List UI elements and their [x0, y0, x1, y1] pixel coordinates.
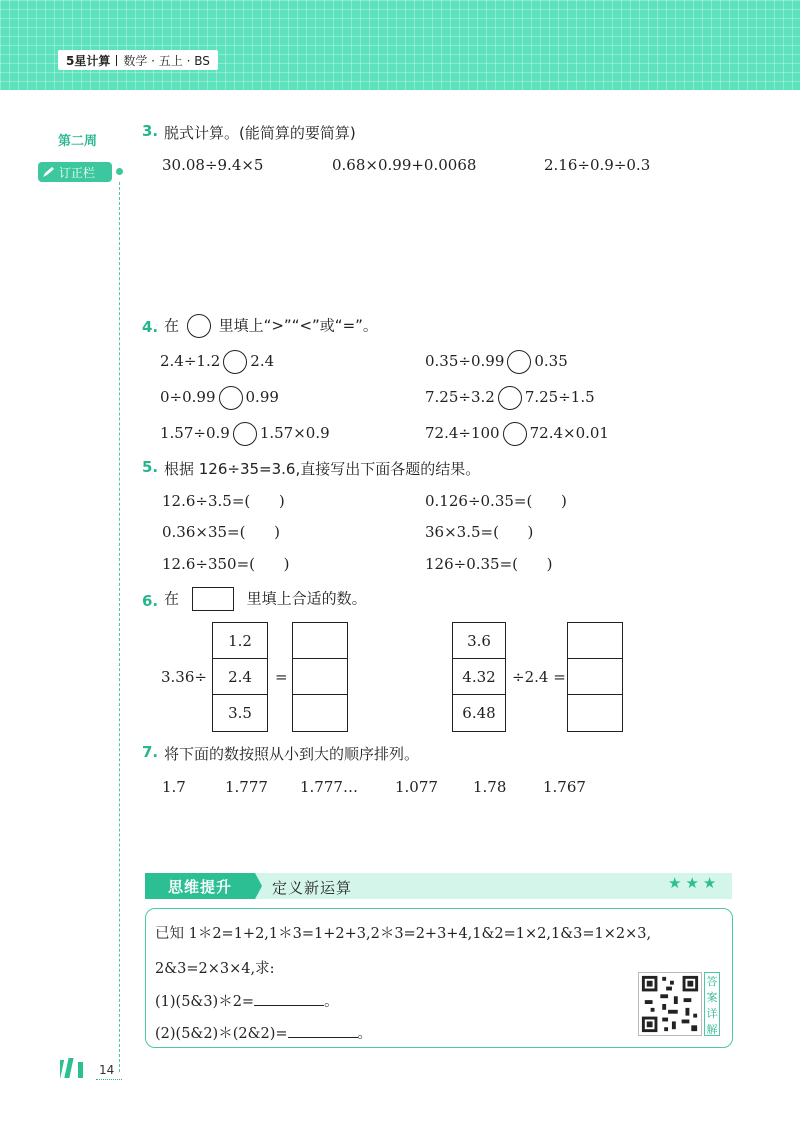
q5-item-2[interactable]: 0.126÷0.35=( ) — [425, 492, 567, 510]
expr-left: 72.4÷100 — [425, 424, 500, 442]
q6-right-dividends — [452, 622, 506, 732]
expr-left: 1.57÷0.9 — [160, 424, 230, 442]
q4-row1-left — [160, 350, 274, 374]
qr-side-char: 答 — [706, 975, 718, 988]
divisor-cell: 1.2 — [213, 623, 267, 659]
q5-title: 根据 126÷35=3.6,直接写出下面各题的结果。 — [164, 460, 481, 478]
dividend-cell: 6.48 — [462, 704, 496, 722]
q6-left-answers — [292, 622, 348, 732]
dividend-cell: 4.32 — [453, 659, 505, 695]
divisor-cell: 2.4 — [213, 659, 267, 695]
expr-left: 2.4÷1.2 — [160, 352, 221, 370]
q5-item-4[interactable]: 36×3.5=( ) — [425, 523, 534, 541]
page-header — [0, 0, 800, 90]
book-brand: 5星计算 — [66, 53, 111, 68]
thinking-question-1 — [155, 990, 339, 1011]
q4-title — [164, 314, 378, 338]
qr-side-char: 详 — [706, 1007, 718, 1020]
week-label: 第二周 — [58, 134, 98, 149]
q7-number: 7. — [142, 743, 159, 761]
qr-side-char: 解 — [706, 1023, 718, 1036]
answer-cell[interactable] — [568, 623, 622, 659]
q4-row3-right — [425, 422, 609, 446]
thinking-q1-end: 。 — [324, 994, 339, 1010]
answer-cell[interactable] — [568, 695, 622, 731]
thinking-label: 思维提升 — [145, 873, 255, 899]
q5-item-6[interactable]: 126÷0.35=( ) — [425, 555, 553, 573]
thinking-q1-text: (1)(5&3)＊2= — [155, 994, 255, 1010]
page-number-underline — [96, 1079, 122, 1080]
answer-circle[interactable] — [498, 386, 522, 410]
difficulty-stars: ★★★ — [668, 874, 721, 892]
expr-left: 0÷0.99 — [160, 388, 216, 406]
q7-number-2: 1.777 — [225, 778, 268, 796]
dividend-cell: 3.6 — [453, 623, 505, 659]
expr-right: 2.4 — [250, 352, 275, 370]
q6-right-suffix: ÷2.4 = — [512, 668, 566, 686]
pencil-icon — [42, 166, 56, 178]
thinking-topic: 定义新运算 — [272, 879, 353, 897]
q3-item-1: 30.08÷9.4×5 — [162, 156, 264, 174]
q4-row1-right — [425, 350, 568, 374]
margin-dot — [116, 168, 123, 175]
q3-title: 脱式计算。(能简算的要简算) — [164, 124, 356, 142]
q6-left-divisors — [212, 622, 268, 732]
answer-explanation-tag[interactable] — [704, 972, 720, 1036]
divisor-cell: 3.5 — [228, 704, 252, 722]
q5-item-5[interactable]: 12.6÷350=( ) — [162, 555, 290, 573]
answer-cell[interactable] — [293, 623, 347, 659]
q6-number: 6. — [142, 592, 159, 610]
q3-item-3: 2.16÷0.9÷0.3 — [544, 156, 651, 174]
answer-circle[interactable] — [233, 422, 257, 446]
answer-cell[interactable] — [293, 659, 347, 695]
q7-number-5: 1.78 — [473, 778, 507, 796]
q5-number: 5. — [142, 458, 159, 476]
answer-circle[interactable] — [503, 422, 527, 446]
q4-title-before: 在 — [164, 316, 180, 335]
answer-circle[interactable] — [219, 386, 243, 410]
thinking-line-2: 2&3=2×3×4,求: — [155, 961, 275, 977]
page-number: 14 — [99, 1063, 115, 1077]
q4-row2-right — [425, 386, 595, 410]
tag-separator — [116, 55, 117, 66]
q6-left-equals: = — [275, 668, 288, 686]
book-subtitle: 数学 · 五上 · BS — [123, 53, 210, 68]
answer-blank[interactable] — [288, 1024, 358, 1038]
expr-right: 1.57×0.9 — [259, 424, 330, 442]
expr-right: 7.25÷1.5 — [524, 388, 595, 406]
qr-code-icon[interactable] — [638, 972, 702, 1036]
qr-side-char: 案 — [706, 991, 718, 1004]
q7-number-1: 1.7 — [162, 778, 186, 796]
q5-item-3[interactable]: 0.36×35=( ) — [162, 523, 280, 541]
q6-left-prefix: 3.36÷ — [161, 668, 207, 686]
thinking-q2-end: 。 — [357, 1026, 373, 1042]
thinking-question-2 — [155, 1022, 372, 1043]
thinking-q2-text: (2)(5&2)＊(2&2)= — [155, 1026, 288, 1042]
expr-left: 7.25÷3.2 — [425, 388, 495, 406]
answer-blank[interactable] — [254, 992, 324, 1006]
q7-number-6: 1.767 — [543, 778, 586, 796]
q6-right-answers — [567, 622, 623, 732]
thinking-line-1: 已知 1＊2=1+2,1＊3=1+2+3,2＊3=2+3+4,1&2=1×2,1&3=1×2×3, — [155, 926, 652, 942]
expr-right: 72.4×0.01 — [529, 424, 609, 442]
correction-text: 订正栏 — [59, 165, 96, 180]
q4-row2-left — [160, 386, 279, 410]
q6-title-before: 在 — [164, 589, 180, 608]
q5-item-1[interactable]: 12.6÷3.5=( ) — [162, 492, 285, 510]
q6-title — [164, 587, 367, 611]
q4-number: 4. — [142, 318, 159, 336]
answer-circle[interactable] — [507, 350, 531, 374]
books-icon — [60, 1056, 94, 1078]
correction-column-label — [38, 162, 112, 182]
q7-title: 将下面的数按照从小到大的顺序排列。 — [164, 745, 420, 763]
q7-number-3: 1.777… — [300, 778, 358, 796]
expr-right: 0.99 — [245, 388, 279, 406]
q7-number-4: 1.077 — [395, 778, 438, 796]
q3-item-2: 0.68×0.99+0.0068 — [332, 156, 477, 174]
q4-title-after: 里填上“>”“<”或“=”。 — [218, 316, 378, 335]
answer-cell[interactable] — [568, 659, 622, 695]
margin-divider — [119, 182, 120, 1072]
book-tag — [58, 50, 218, 70]
answer-circle[interactable] — [223, 350, 247, 374]
q3-number: 3. — [142, 122, 159, 140]
expr-left: 0.35÷0.99 — [425, 352, 505, 370]
q4-row3-left — [160, 422, 330, 446]
q6-title-after: 里填上合适的数。 — [246, 589, 367, 608]
thinking-arrow — [255, 873, 262, 899]
blank-box-sample — [192, 587, 234, 611]
expr-right: 0.35 — [534, 352, 568, 370]
answer-cell[interactable] — [293, 695, 347, 731]
compare-circle-sample — [187, 314, 211, 338]
